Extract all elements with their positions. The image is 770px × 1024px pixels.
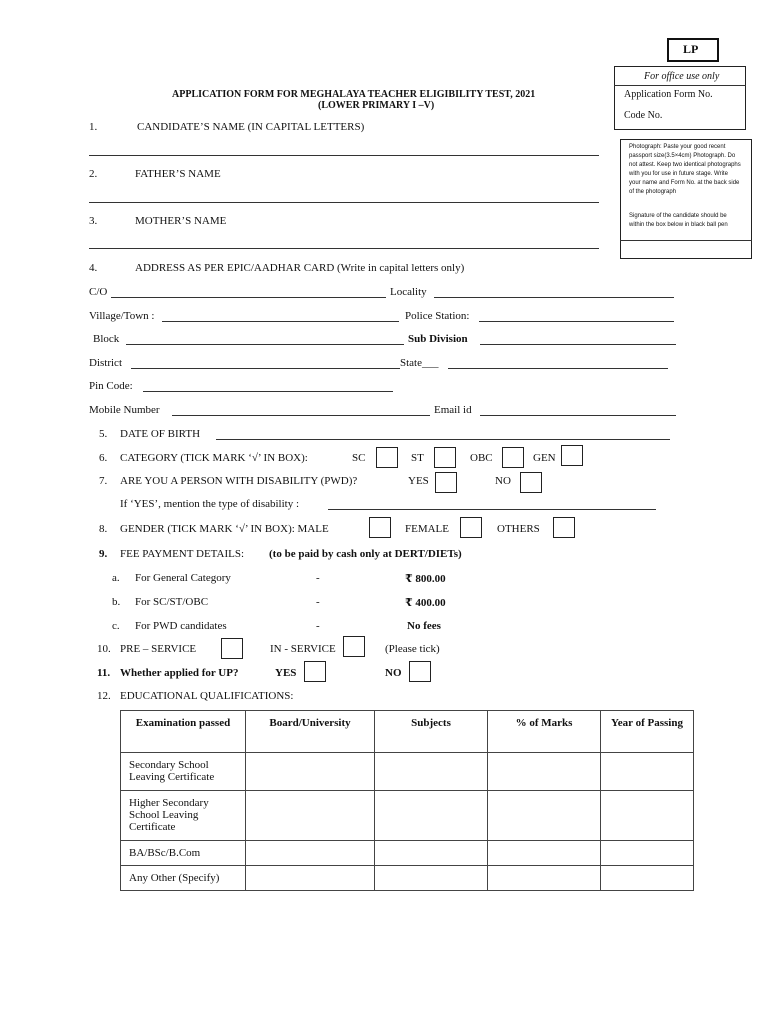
- fee-row-a-label: For General Category: [135, 572, 231, 584]
- mobile-label: Mobile Number: [89, 404, 160, 416]
- police-station-field[interactable]: [479, 321, 674, 322]
- pwd-no-checkbox[interactable]: [520, 472, 542, 493]
- header-board: Board/University: [246, 711, 375, 753]
- candidate-name-field[interactable]: [89, 155, 599, 156]
- address-number: 4.: [89, 262, 98, 274]
- header-examination: Examination passed: [121, 711, 246, 753]
- table-row: [121, 866, 694, 891]
- table-row: [121, 791, 694, 841]
- mobile-field[interactable]: [172, 415, 430, 416]
- dob-number: 5.: [99, 428, 108, 440]
- subjects-cell[interactable]: [375, 841, 488, 866]
- subjects-cell[interactable]: [375, 753, 488, 791]
- subjects-cell[interactable]: [375, 866, 488, 891]
- female-label: FEMALE: [405, 523, 449, 535]
- form-title: APPLICATION FORM FOR MEGHALAYA TEACHER ELIGIBILITY TEST, 2021: [172, 89, 536, 100]
- signature-note: Signature of the candidate should be within the box below in black ball pen: [629, 213, 728, 228]
- year-cell[interactable]: [601, 791, 694, 841]
- exam-cell: BA/BSc/B.Com: [121, 841, 246, 866]
- gender-number: 8.: [99, 523, 108, 535]
- in-service-checkbox[interactable]: [343, 636, 365, 657]
- fee-row-b-dash: -: [316, 596, 320, 608]
- female-checkbox[interactable]: [460, 517, 482, 538]
- village-field[interactable]: [162, 321, 399, 322]
- mother-name-field[interactable]: [89, 248, 599, 249]
- category-label: CATEGORY (TICK MARK ‘√’ IN BOX):: [120, 452, 308, 464]
- please-tick-note: (Please tick): [385, 643, 440, 655]
- pwd-label: ARE YOU A PERSON WITH DISABILITY (PWD)?: [120, 475, 358, 487]
- education-table: [120, 710, 694, 891]
- pin-code-field[interactable]: [143, 391, 393, 392]
- marks-cell[interactable]: [488, 791, 601, 841]
- year-cell[interactable]: [601, 866, 694, 891]
- up-no-checkbox[interactable]: [409, 661, 431, 682]
- up-no-label: NO: [385, 667, 402, 679]
- photo-instruction: Photograph: Paste your good recent passport size(3.5×4cm) Photograph. Do not attest. Keep two identical photographs with you for use in future stage. Write your name and Form No. at the back side of the photograph: [629, 144, 741, 195]
- board-cell[interactable]: [246, 841, 375, 866]
- fee-note: (to be paid by cash only at DERT/DIETs): [269, 548, 462, 560]
- table-row: [121, 841, 694, 866]
- fee-row-a-dash: -: [316, 572, 320, 584]
- district-label: District: [89, 357, 122, 369]
- form-subtitle: (LOWER PRIMARY I –V): [318, 100, 435, 111]
- board-cell[interactable]: [246, 866, 375, 891]
- locality-field[interactable]: [434, 297, 674, 298]
- sc-checkbox[interactable]: [376, 447, 398, 468]
- pre-service-checkbox[interactable]: [221, 638, 243, 659]
- marks-cell[interactable]: [488, 753, 601, 791]
- lp-label: LP: [683, 42, 699, 56]
- fee-row-c-amount: No fees: [407, 620, 441, 632]
- up-yes-label: YES: [275, 667, 297, 679]
- code-no: Code No.: [624, 110, 663, 121]
- candidate-name-number: 1.: [89, 121, 98, 133]
- fee-row-c-label: For PWD candidates: [135, 620, 227, 632]
- year-cell[interactable]: [601, 753, 694, 791]
- fee-row-b-amount: ₹ 400.00: [405, 597, 446, 609]
- email-field[interactable]: [480, 415, 676, 416]
- others-checkbox[interactable]: [553, 517, 575, 538]
- fee-row-c-letter: c.: [112, 620, 120, 632]
- header-year: Year of Passing: [601, 711, 694, 753]
- exam-cell: Higher Secondary School Leaving Certificate: [121, 791, 246, 841]
- pwd-number: 7.: [99, 475, 108, 487]
- education-table-header: [121, 711, 694, 753]
- st-label: ST: [411, 452, 424, 464]
- pre-service-label: PRE – SERVICE: [120, 643, 197, 655]
- father-name-field[interactable]: [89, 202, 599, 203]
- header-marks: % of Marks: [488, 711, 601, 753]
- district-field[interactable]: [131, 368, 400, 369]
- fee-number: 9.: [99, 548, 108, 560]
- fee-row-b-letter: b.: [112, 596, 121, 608]
- pwd-yes-label: YES: [408, 475, 429, 487]
- gen-checkbox[interactable]: [561, 445, 583, 466]
- table-row: [121, 753, 694, 791]
- signature-divider: [620, 240, 752, 241]
- gen-label: GEN: [533, 452, 556, 464]
- sub-division-label: Sub Division: [408, 333, 468, 345]
- category-number: 6.: [99, 452, 108, 464]
- dob-field[interactable]: [216, 439, 670, 440]
- block-field[interactable]: [126, 344, 404, 345]
- others-label: OTHERS: [497, 523, 540, 535]
- pwd-no-label: NO: [495, 475, 511, 487]
- mother-name-number: 3.: [89, 215, 98, 227]
- subjects-cell[interactable]: [375, 791, 488, 841]
- address-label: ADDRESS AS PER EPIC/AADHAR CARD (Write in capital letters only): [135, 262, 465, 274]
- dob-label: DATE OF BIRTH: [120, 428, 201, 440]
- obc-checkbox[interactable]: [502, 447, 524, 468]
- up-label: Whether applied for UP?: [120, 667, 239, 679]
- st-checkbox[interactable]: [434, 447, 456, 468]
- email-label: Email id: [434, 404, 472, 416]
- block-label: Block: [93, 333, 120, 345]
- board-cell[interactable]: [246, 753, 375, 791]
- fee-row-b-label: For SC/ST/OBC: [135, 596, 209, 608]
- education-label: EDUCATIONAL QUALIFICATIONS:: [120, 690, 294, 702]
- year-cell[interactable]: [601, 841, 694, 866]
- fee-row-c-dash: -: [316, 620, 320, 632]
- father-name-label: FATHER’S NAME: [135, 168, 221, 180]
- gender-label: GENDER (TICK MARK ‘√’ IN BOX): MALE: [120, 523, 329, 535]
- in-service-label: IN - SERVICE: [270, 643, 336, 655]
- sc-label: SC: [352, 452, 366, 464]
- fee-row-a-amount: ₹ 800.00: [405, 573, 446, 585]
- exam-cell: Secondary School Leaving Certificate: [121, 753, 246, 791]
- village-label: Village/Town :: [89, 310, 155, 322]
- pwd-yes-checkbox[interactable]: [435, 472, 457, 493]
- co-field[interactable]: [111, 297, 386, 298]
- up-yes-checkbox[interactable]: [304, 661, 326, 682]
- mother-name-label: MOTHER’S NAME: [135, 215, 227, 227]
- service-number: 10.: [97, 643, 111, 655]
- candidate-name-label: CANDIDATE’S NAME (IN CAPITAL LETTERS): [137, 121, 365, 133]
- fee-row-a-letter: a.: [112, 572, 120, 584]
- up-number: 11.: [97, 667, 111, 679]
- state-label: State___: [400, 357, 439, 369]
- obc-label: OBC: [470, 452, 493, 464]
- office-heading: For office use only: [644, 71, 720, 82]
- exam-cell: Any Other (Specify): [121, 866, 246, 891]
- pin-code-label: Pin Code:: [89, 380, 133, 392]
- father-name-number: 2.: [89, 168, 98, 180]
- office-divider: [614, 85, 746, 86]
- male-checkbox[interactable]: [369, 517, 391, 538]
- education-number: 12.: [97, 690, 111, 702]
- application-form-no: Application Form No.: [624, 89, 713, 100]
- co-label: C/O: [89, 286, 108, 298]
- marks-cell[interactable]: [488, 841, 601, 866]
- police-station-label: Police Station:: [405, 310, 470, 322]
- sub-division-field[interactable]: [480, 344, 676, 345]
- fee-label: FEE PAYMENT DETAILS:: [120, 548, 245, 560]
- locality-label: Locality: [390, 286, 427, 298]
- marks-cell[interactable]: [488, 866, 601, 891]
- disability-type-field[interactable]: [328, 509, 656, 510]
- header-subjects: Subjects: [375, 711, 488, 753]
- board-cell[interactable]: [246, 791, 375, 841]
- state-field[interactable]: [448, 368, 668, 369]
- disability-type-label: If ‘YES’, mention the type of disability :: [120, 498, 300, 510]
